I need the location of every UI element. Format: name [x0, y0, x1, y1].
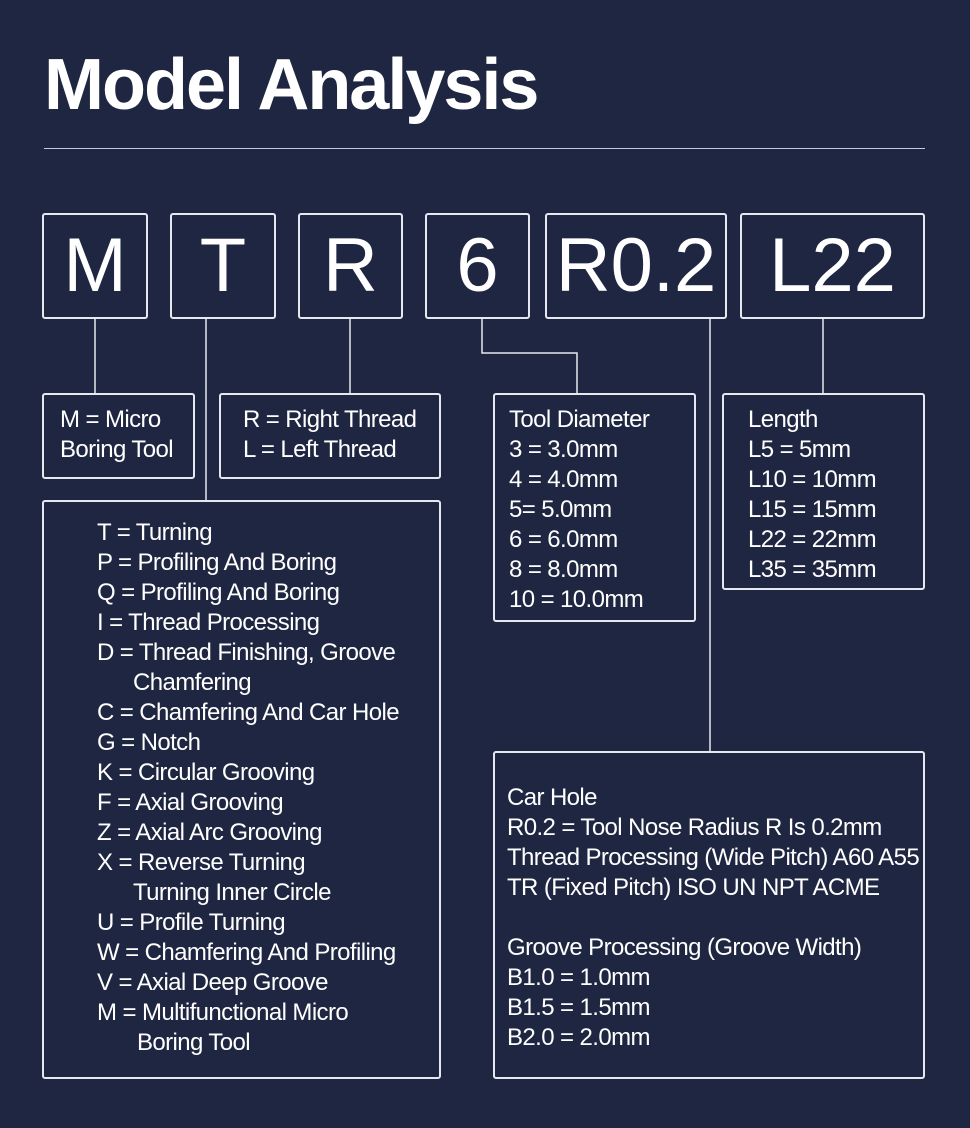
length-line: L5 = 5mm — [748, 436, 851, 463]
length-line: L35 = 35mm — [748, 556, 877, 583]
t-line: Turning Inner Circle — [133, 879, 331, 906]
groove-line: B1.5 = 1.5mm — [507, 994, 650, 1021]
code-box-r02: R0.2 — [545, 213, 727, 319]
diameter-header: Tool Diameter — [509, 406, 650, 433]
diameter-line: 8 = 8.0mm — [509, 556, 618, 583]
t-line: Q = Profiling And Boring — [97, 579, 340, 606]
t-line: G = Notch — [97, 729, 201, 756]
code-box-t: T — [170, 213, 276, 319]
carhole-line: Thread Processing (Wide Pitch) A60 A55 — [507, 844, 920, 871]
t-line: Chamfering — [133, 669, 252, 696]
length-line: L10 = 10mm — [748, 466, 877, 493]
r-line: R = Right Thread — [243, 406, 417, 433]
code-box-6: 6 — [425, 213, 530, 319]
t-line: I = Thread Processing — [97, 609, 320, 636]
connector-6 — [482, 318, 577, 394]
t-line: Z = Axial Arc Grooving — [97, 819, 322, 846]
m-description-box — [42, 393, 195, 479]
t-line: W = Chamfering And Profiling — [97, 939, 396, 966]
diameter-line: 3 = 3.0mm — [509, 436, 618, 463]
carhole-spacer — [507, 903, 923, 933]
car-hole-box — [493, 751, 925, 1079]
m-line: M = Micro — [60, 406, 161, 433]
carhole-line: TR (Fixed Pitch) ISO UN NPT ACME — [507, 874, 880, 901]
diameter-line: 10 = 10.0mm — [509, 586, 644, 613]
carhole-line: R0.2 = Tool Nose Radius R Is 0.2mm — [507, 814, 882, 841]
code-box-l22: L22 — [740, 213, 925, 319]
m-line: Boring Tool — [60, 436, 174, 463]
page-title: Model Analysis — [44, 45, 538, 125]
t-line: P = Profiling And Boring — [97, 549, 337, 576]
diameter-line: 5= 5.0mm — [509, 496, 612, 523]
t-description-box — [42, 500, 441, 1079]
length-header: Length — [748, 406, 818, 433]
t-line: M = Multifunctional Micro — [97, 999, 349, 1026]
t-line: X = Reverse Turning — [97, 849, 306, 876]
groove-line: B1.0 = 1.0mm — [507, 964, 650, 991]
t-line: Boring Tool — [137, 1029, 251, 1056]
t-line: K = Circular Grooving — [97, 759, 315, 786]
diameter-line: 6 = 6.0mm — [509, 526, 618, 553]
groove-line: B2.0 = 2.0mm — [507, 1024, 650, 1051]
t-line: F = Axial Grooving — [97, 789, 283, 816]
t-line: U = Profile Turning — [97, 909, 286, 936]
t-line: C = Chamfering And Car Hole — [97, 699, 399, 726]
groove-header: Groove Processing (Groove Width) — [507, 934, 862, 961]
length-line: L15 = 15mm — [748, 496, 877, 523]
t-line: T = Turning — [97, 519, 213, 546]
t-line: V = Axial Deep Groove — [97, 969, 328, 996]
r-description-box — [219, 393, 441, 479]
length-line: L22 = 22mm — [748, 526, 877, 553]
length-box — [722, 393, 925, 590]
t-line: D = Thread Finishing, Groove — [97, 639, 396, 666]
diameter-line: 4 = 4.0mm — [509, 466, 618, 493]
code-box-m: M — [42, 213, 148, 319]
carhole-header: Car Hole — [507, 784, 597, 811]
code-box-r: R — [298, 213, 403, 319]
r-line: L = Left Thread — [243, 436, 397, 463]
tool-diameter-box — [493, 393, 696, 622]
